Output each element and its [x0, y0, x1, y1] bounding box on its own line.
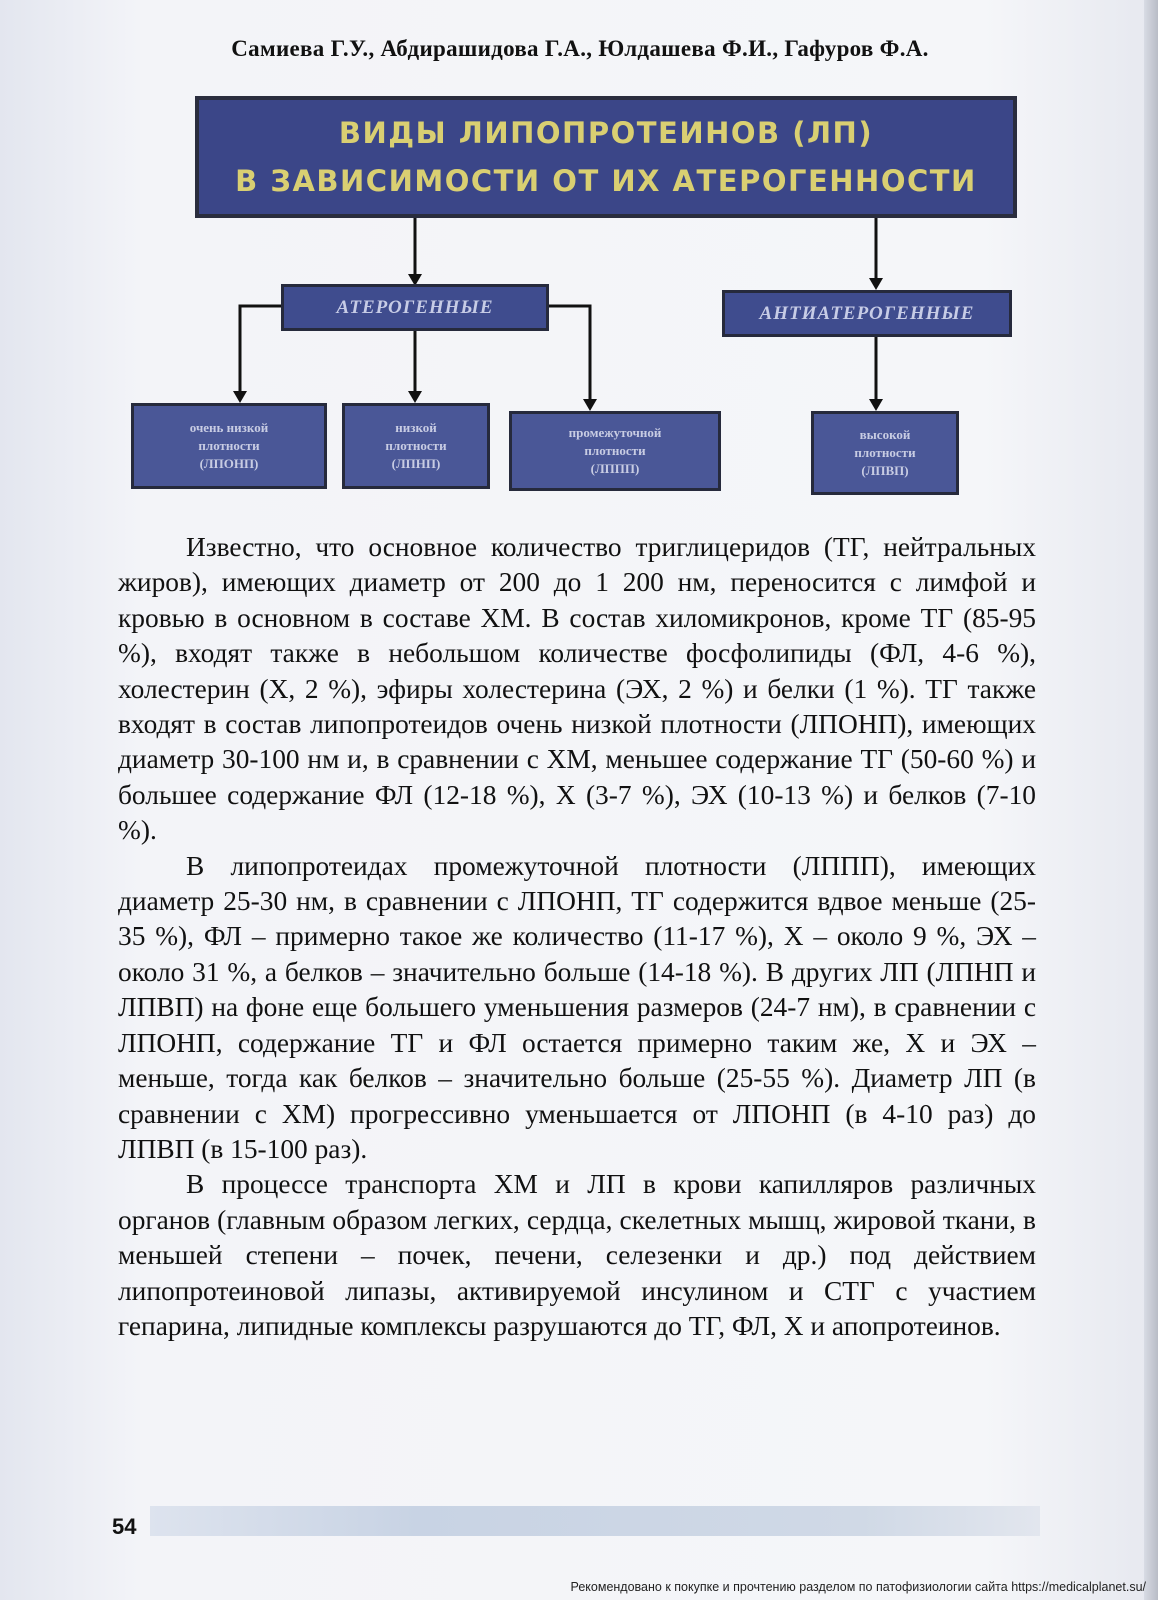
arrowhead-antiatherogenic — [869, 278, 883, 290]
running-head-authors: Самиева Г.У., Абдирашидова Г.А., Юлдашева Ф.И., Гафуров Ф.А. — [231, 36, 929, 61]
arrowhead-ath-right — [583, 399, 597, 411]
leaf-ldl-line1: низкой — [395, 420, 437, 435]
arrowhead-ath-middle — [408, 391, 422, 403]
leaf-idl-line1: промежуточной — [568, 425, 662, 440]
paragraph: В липопротеидах промежуточной плотности (ЛППП), имеющих диаметр 25-30 нм, в сравнении с ЛПОНП, ТГ содержится вдвое меньше (25-35 %), ФЛ – примерно такое же количество (11-17 %), Х – около 9 %, ЭХ – около 31 %, а белков – значительно больше (14-18 %). В других ЛП (ЛПНП и ЛПВП) на фоне еще большего уменьшения размеров (24-7 нм), в сравнении с ЛПОНП, содержание ТГ и ФЛ остается примерно таким же, Х и ЭХ – меньше, тогда как белков – значительно больше (25-55 %). Диаметр ЛП (в сравнении с ХМ) прогрессивно уменьшается от ЛПОНП (в 4-10 раз) до ЛПВП (в 15-100 раз). — [118, 850, 1036, 1164]
leaf-ldl-line2: плотности — [385, 438, 447, 453]
leaf-vldl-line2: плотности — [198, 438, 260, 453]
leaf-ldl-line3: (ЛПНП) — [391, 456, 441, 471]
diagram-title-line2: В ЗАВИСИМОСТИ ОТ ИХ АТЕРОГЕННОСТИ — [235, 164, 977, 198]
arrowhead-ath-left — [233, 391, 247, 403]
antiatherogenic-label: АНТИАТЕРОГЕННЫЕ — [759, 302, 975, 324]
leaf-vldl-line1: очень низкой — [189, 420, 269, 435]
atherogenic-category-box — [281, 284, 549, 331]
arrowhead-anti-leaf — [869, 399, 883, 411]
page-number: 54 — [112, 1514, 137, 1539]
paragraph: Известно, что основное количество триглицеридов (ТГ, нейтральных жиров), имеющих диаметр от 200 до 1 200 нм, переносится с лимфой и кровью в основном в составе ХМ. В состав хиломикронов, кроме ТГ (85-95 %), входят также в небольшом количестве фосфолипиды (ФЛ, 4-6 %), холестерин (Х, 2 %), эфиры холестерина (ЭХ, 2 %) и белки (1 %). ТГ также входят в состав липопротеидов очень низкой плотности (ЛПОНП), имеющих диаметр 30-100 нм и, в сравнении с ХМ, меньшее содержание ТГ (50-60 %) и большее содержание ФЛ (12-18 %), Х (3-7 %), ЭХ (10-13 %) и белков (7-10 %). — [118, 532, 1036, 846]
antiatherogenic-category-box — [722, 290, 1012, 337]
diagram-title-line1: ВИДЫ ЛИПОПРОТЕИНОВ (ЛП) — [338, 116, 874, 150]
atherogenic-label: АТЕРОГЕННЫЕ — [336, 296, 494, 318]
leaf-hdl-line1: высокой — [859, 427, 911, 442]
diagram-title-box — [195, 96, 1017, 218]
leaf-vldl-line3: (ЛПОНП) — [199, 456, 259, 471]
connector-ath-left — [240, 306, 281, 395]
leaf-hdl-line3: (ЛПВП) — [861, 463, 909, 478]
leaf-idl-line3: (ЛППП) — [590, 461, 640, 476]
body-text — [118, 530, 1036, 1344]
leaf-box-hdl — [811, 411, 959, 495]
leaf-hdl-line2: плотности — [854, 445, 916, 460]
leaf-idl-line2: плотности — [584, 443, 646, 458]
connector-ath-right — [549, 306, 590, 403]
leaf-box-idl — [509, 411, 721, 491]
leaf-box-vldl — [131, 403, 327, 489]
footer-band — [150, 1506, 1040, 1536]
leaf-box-ldl — [342, 403, 490, 489]
paragraph: В процессе транспорта ХМ и ЛП в крови капилляров различных органов (главным образом легких, сердца, скелетных мышц, жировой ткани, в меньшей степени – почек, печени, селезенки и др.) под действием липопротеиновой липазы, активируемой инсулином и СТГ с участием гепарина, липидные комплексы разрушаются до ТГ, ФЛ, Х и апопротеинов. — [118, 1169, 1036, 1341]
watermark-text: Рекомендовано к покупке и прочтению разделом по патофизиологии сайта https://medicalplanet.su/ — [570, 1580, 1146, 1594]
